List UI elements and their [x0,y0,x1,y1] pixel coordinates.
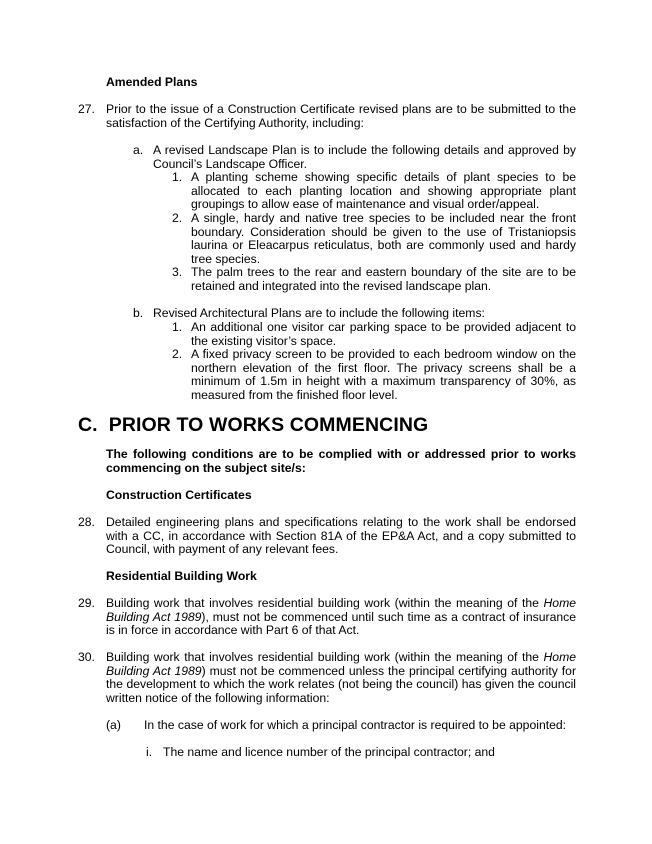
item-a3-text: The palm trees to the rear and eastern boundary of the site are to be retained and integrated into the revised landscape plan. [191,265,576,293]
condition-28-text: Detailed engineering plans and specifications relating to the work shall be endorsed with a CC, in accordance with Section 81A of the EP&A Act, and a copy submitted to Council, with payment of any relevant fees. [106,515,576,557]
construction-certificates-heading: Construction Certificates [106,488,252,502]
item-a-text: A revised Landscape Plan is to include the following details and approved by Council’s Landscape Officer. [153,143,576,171]
item-b1-text: An additional one visitor car parking space to be provided adjacent to the existing visitor’s space. [191,320,576,348]
item-b-marker: b. [133,306,144,320]
condition-30-a-i-text: The name and licence number of the principal contractor; and [163,745,495,759]
amended-plans-heading: Amended Plans [106,75,198,89]
item-a2-marker: 2. [172,211,183,225]
home-building-act-ref: Home Building Act 1989 [106,596,576,624]
condition-27-number: 27. [78,102,95,116]
condition-30-a-i-marker: i. [146,745,153,759]
section-c-heading: C. PRIOR TO WORKS COMMENCING [78,414,429,436]
item-b2-text: A fixed privacy screen to be provided to each bedroom window on the northern elevation of the first floor. The privacy screens shall be a minimum of 1.5m in height with a maximum transparency of 30%, as measured from the finished floor level. [191,347,576,402]
condition-29-number: 29. [78,596,95,610]
condition-27-text: Prior to the issue of a Construction Certificate revised plans are to be submitted to the satisfaction of the Certifying Authority, including: [106,102,576,130]
item-a-marker: a. [133,143,144,157]
condition-29-text: Building work that involves residential building work (within the meaning of the Home Building Act 1989), must not be commenced until such time as a contract of insurance is in force in accordance with Part 6 of that Act. [106,596,576,638]
condition-30-a-marker: (a) [106,718,121,732]
residential-building-work-heading: Residential Building Work [106,569,257,583]
item-a2-text: A single, hardy and native tree species to be included near the front boundary. Consideration should be given to the use of Tristaniopsis laurina or Eleacarpus reticulatus, both are commonly used and hardy tree species. [191,211,576,266]
item-b-text: Revised Architectural Plans are to include the following items: [153,306,485,320]
condition-30-text: Building work that involves residential building work (within the meaning of the Home Building Act 1989) must not be commenced unless the principal certifying authority for the development to which the work relates (not being the council) has given the council written notice of the following information: [106,650,576,705]
item-a1-text: A planting scheme showing specific details of plant species to be allocated to each planting location and showing appropriate plant groupings to allow ease of maintenance and visual order/appeal. [191,170,576,212]
condition-30-a-text: In the case of work for which a principal contractor is required to be appointed: [144,718,567,732]
section-c-intro: The following conditions are to be complied with or addressed prior to works commencing on the subject site/s: [106,447,576,475]
item-b1-marker: 1. [172,320,183,334]
item-a1-marker: 1. [172,170,183,184]
item-b2-marker: 2. [172,347,183,361]
condition-30-number: 30. [78,650,95,664]
home-building-act-ref: Home Building Act 1989 [106,650,576,678]
condition-28-number: 28. [78,515,95,529]
item-a3-marker: 3. [172,265,183,279]
